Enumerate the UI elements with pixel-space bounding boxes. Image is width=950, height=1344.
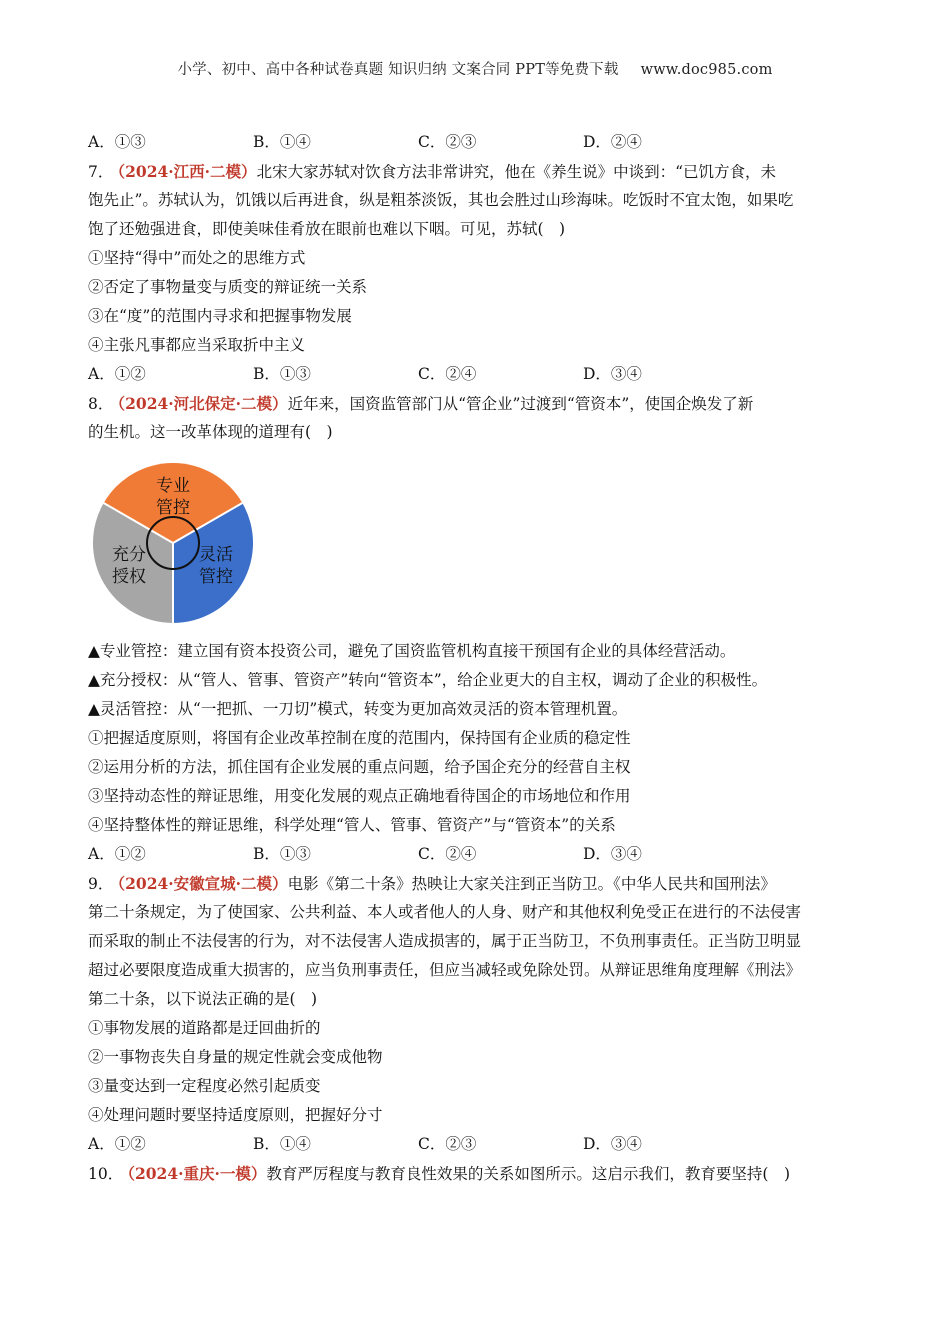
q7-source: （2024·江西·二模） bbox=[117, 162, 257, 181]
q9-options bbox=[88, 1130, 863, 1159]
q6-option-c: C．②③ bbox=[418, 133, 477, 151]
q8-item: ④坚持整体性的辩证思维，科学处理“管人、管事、管资产”与“管资本”的关系 bbox=[88, 816, 616, 834]
q9-number: 9． bbox=[88, 875, 114, 893]
q9-option-c: C．②③ bbox=[418, 1135, 477, 1153]
q9-item: ①事物发展的道路都是迂回曲折的 bbox=[88, 1019, 321, 1037]
q8-note: ▲灵活管控：从“一把抓、一刀切”模式，转变为更加高效灵活的资本管理机置。 bbox=[88, 700, 628, 718]
q8-source: （2024·河北保定·二模） bbox=[117, 394, 288, 413]
q9-source: （2024·安徽宣城·二模） bbox=[117, 874, 288, 893]
question-8 bbox=[88, 389, 863, 869]
q8-pie-figure bbox=[88, 453, 863, 633]
q6-option-b: B．①④ bbox=[253, 133, 311, 151]
q7-item: ①坚持“得中”而处之的思维方式 bbox=[88, 249, 306, 267]
q8-number: 8． bbox=[88, 395, 114, 413]
q7-option-b: B．①③ bbox=[253, 365, 311, 383]
pie-label-l2: 管控 bbox=[156, 498, 190, 518]
pie-diagram bbox=[88, 453, 263, 633]
q8-stem-line: 近年来，国资监管部门从“管企业”过渡到“管资本”，使国企焕发了新 bbox=[287, 395, 754, 413]
q10-stem: 教育严厉程度与教育良性效果的关系如图所示。这启示我们，教育要坚持( ) bbox=[266, 1165, 791, 1183]
q10-number: 10． bbox=[88, 1165, 124, 1183]
q8-note: ▲充分授权：从“管人、管事、管资产”转向“管资本”，给企业更大的自主权，调动了企业的积极性。 bbox=[88, 671, 768, 689]
q9-option-d: D．③④ bbox=[583, 1135, 642, 1153]
question-7 bbox=[88, 157, 863, 389]
q8-option-c: C．②④ bbox=[418, 845, 477, 863]
q10-source: （2024·重庆·一模） bbox=[127, 1164, 267, 1183]
content bbox=[88, 128, 863, 1188]
q9-option-a: A．①② bbox=[88, 1135, 146, 1153]
q9-stem-line: 电影《第二十条》热映让大家关注到正当防卫。《中华人民共和国刑法》 bbox=[287, 875, 776, 893]
q9-item: ④处理问题时要坚持适度原则，把握好分寸 bbox=[88, 1106, 383, 1124]
q9-stem-line: 第二十条规定，为了使国家、公共利益、本人或者他人的人身、财产和其他权利免受正在进行的不法侵害 bbox=[88, 903, 802, 921]
q9-item: ②一事物丧失自身量的规定性就会变成他物 bbox=[88, 1048, 383, 1066]
q7-stem-line: 北宋大家苏轼对饮食方法非常讲究，他在《养生说》中谈到：“已饥方食，未 bbox=[256, 163, 776, 181]
q7-number: 7． bbox=[88, 163, 114, 181]
question-9 bbox=[88, 869, 863, 1159]
q9-option-b: B．①④ bbox=[253, 1135, 311, 1153]
q8-stem-line: 的生机。这一改革体现的道理有( ) bbox=[88, 423, 333, 441]
q7-option-a: A．①② bbox=[88, 365, 146, 383]
q7-item: ②否定了事物量变与质变的辩证统一关系 bbox=[88, 278, 368, 296]
q8-item: ③坚持动态性的辩证思维，用变化发展的观点正确地看待国企的市场地位和作用 bbox=[88, 787, 631, 805]
q9-stem-line: 而采取的制止不法侵害的行为，对不法侵害人造成损害的，属于正当防卫，不负刑事责任。正当防卫明显 bbox=[88, 932, 802, 950]
q7-item: ③在“度”的范围内寻求和把握事物发展 bbox=[88, 307, 352, 325]
q8-options bbox=[88, 840, 863, 869]
pie-label-l2: 管控 bbox=[199, 567, 233, 587]
pie-label-l1: 专业 bbox=[156, 476, 190, 496]
q6-option-d: D．②④ bbox=[583, 133, 642, 151]
q8-option-d: D．③④ bbox=[583, 845, 642, 863]
pie-label-l1: 充分 bbox=[112, 545, 146, 565]
q7-options bbox=[88, 360, 863, 389]
q8-note: ▲专业管控：建立国有资本投资公司，避免了国资监管机构直接干预国有企业的具体经营活动。 bbox=[88, 642, 736, 660]
q7-stem-line: 饱先止”。苏轼认为，饥饿以后再进食，纵是粗茶淡饭，其也会胜过山珍海味。吃饭时不宜太饱，如果吃 bbox=[88, 191, 794, 209]
question-10 bbox=[88, 1159, 863, 1188]
pie-label-l1: 灵活 bbox=[199, 545, 233, 565]
q7-stem-line: 饱了还勉强进食，即使美味佳肴放在眼前也难以下咽。可见，苏轼( ) bbox=[88, 220, 566, 238]
q8-option-b: B．①③ bbox=[253, 845, 311, 863]
q9-stem-line: 第二十条，以下说法正确的是( ) bbox=[88, 990, 318, 1008]
q9-item: ③量变达到一定程度必然引起质变 bbox=[88, 1077, 321, 1095]
q7-option-d: D．③④ bbox=[583, 365, 642, 383]
header-url[interactable]: www.doc985.com bbox=[640, 62, 773, 78]
q8-option-a: A．①② bbox=[88, 845, 146, 863]
q9-stem-line: 超过必要限度造成重大损害的，应当负刑事责任，但应当减轻或免除处罚。从辩证思维角度理解《刑法》 bbox=[88, 961, 802, 979]
q7-option-c: C．②④ bbox=[418, 365, 477, 383]
page-header bbox=[0, 58, 950, 79]
q7-item: ④主张凡事都应当采取折中主义 bbox=[88, 336, 306, 354]
header-text: 小学、初中、高中各种试卷真题 知识归纳 文案合同 PPT等免费下载 bbox=[177, 62, 619, 78]
q8-item: ①把握适度原则，将国有企业改革控制在度的范围内，保持国有企业质的稳定性 bbox=[88, 729, 631, 747]
pie-label-l2: 授权 bbox=[112, 567, 146, 587]
q8-item: ②运用分析的方法，抓住国有企业发展的重点问题，给予国企充分的经营自主权 bbox=[88, 758, 631, 776]
q6-options bbox=[88, 128, 863, 157]
q6-option-a: A．①③ bbox=[88, 133, 146, 151]
